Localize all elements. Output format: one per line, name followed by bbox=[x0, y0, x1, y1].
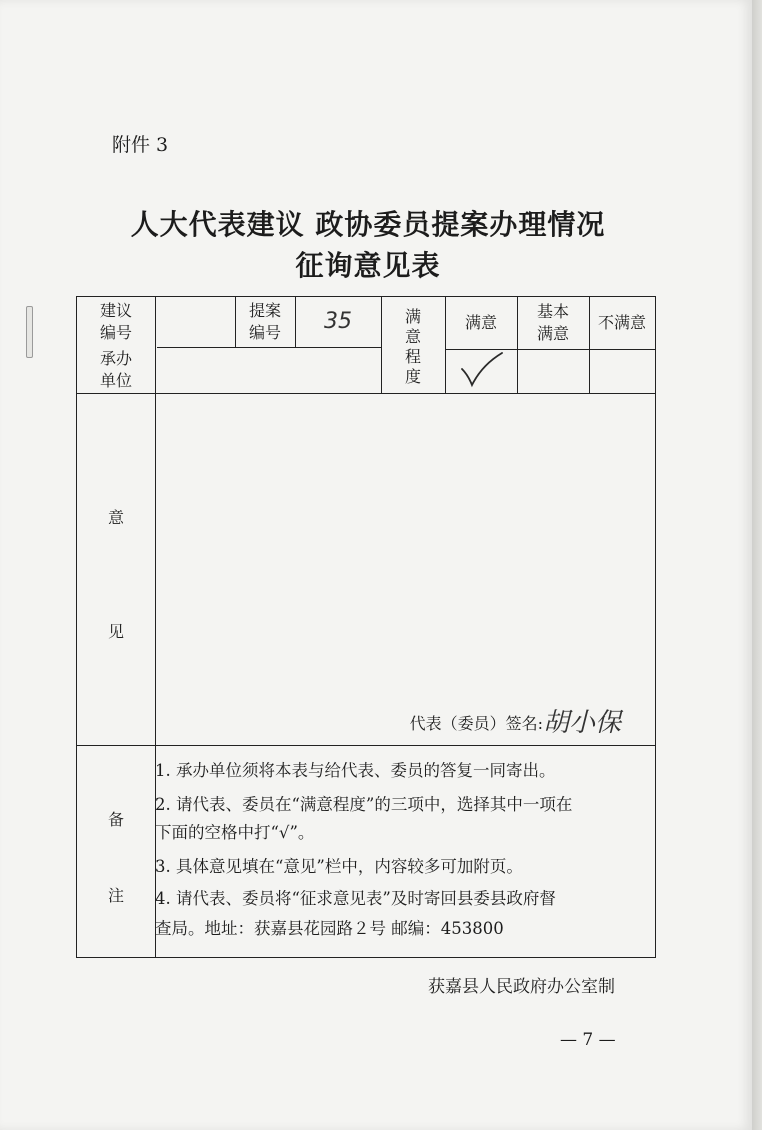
option-satisfied-label: 满意 bbox=[464, 313, 497, 332]
opinion-label-char1: 意 bbox=[107, 508, 124, 527]
option-basically-satisfied-label: 基本 满意 bbox=[536, 302, 569, 343]
option-basically-satisfied-checkbox[interactable] bbox=[517, 349, 589, 393]
page-number: — 7 — bbox=[560, 1030, 616, 1050]
note-item-4: 4. 请代表、委员将“征求意见表”及时寄回县委县政府督 bbox=[155, 889, 556, 908]
feedback-form-table bbox=[76, 296, 656, 958]
grid-line bbox=[77, 745, 655, 746]
note-item-1: 1. 承办单位须将本表与给代表、委员的答复一同寄出。 bbox=[155, 761, 556, 780]
proposal-number-label: 提案 编号 bbox=[248, 301, 281, 342]
opinion-label-char2: 见 bbox=[107, 622, 124, 641]
handling-unit-label: 承办 单位 bbox=[99, 349, 132, 390]
satisfaction-level-label: 满 意 程 度 bbox=[404, 307, 421, 386]
option-unsatisfied-checkbox[interactable] bbox=[589, 349, 655, 393]
note-item-3: 3. 具体意见填在“意见”栏中，内容较多可加附页。 bbox=[155, 857, 523, 876]
handling-unit-value[interactable] bbox=[155, 347, 381, 393]
opinion-text-area[interactable] bbox=[155, 393, 655, 713]
form-title-line1: 人大代表建议 政协委员提案办理情况 bbox=[130, 208, 606, 241]
note-item-2: 2. 请代表、委员在“满意程度”的三项中，选择其中一项在 bbox=[155, 795, 573, 814]
note-item-2-cont: 下面的空格中打“√”。 bbox=[155, 823, 315, 842]
signature-label: 代表（委员）签名: bbox=[409, 714, 543, 733]
binding-staple-mark bbox=[26, 306, 33, 358]
suggestion-number-label: 建议 编号 bbox=[99, 301, 132, 342]
check-mark-icon bbox=[456, 351, 506, 391]
proposal-number-value[interactable]: 35 bbox=[324, 309, 352, 334]
option-unsatisfied-label: 不满意 bbox=[597, 313, 646, 332]
attachment-label: 附件 3 bbox=[112, 134, 169, 156]
suggestion-number-value[interactable] bbox=[155, 297, 235, 347]
note-item-4-cont: 查局。地址：获嘉县花园路２号 邮编：453800 bbox=[155, 919, 504, 938]
page-edge bbox=[752, 0, 762, 1130]
notes-label-char1: 备 bbox=[107, 810, 124, 829]
notes-label-char2: 注 bbox=[107, 886, 124, 905]
option-satisfied-checkbox[interactable] bbox=[445, 349, 517, 393]
signature-handwritten: 胡小保 bbox=[543, 708, 622, 738]
form-title-line2: 征询意见表 bbox=[295, 249, 441, 282]
issuing-office: 获嘉县人民政府办公室制 bbox=[428, 977, 615, 997]
